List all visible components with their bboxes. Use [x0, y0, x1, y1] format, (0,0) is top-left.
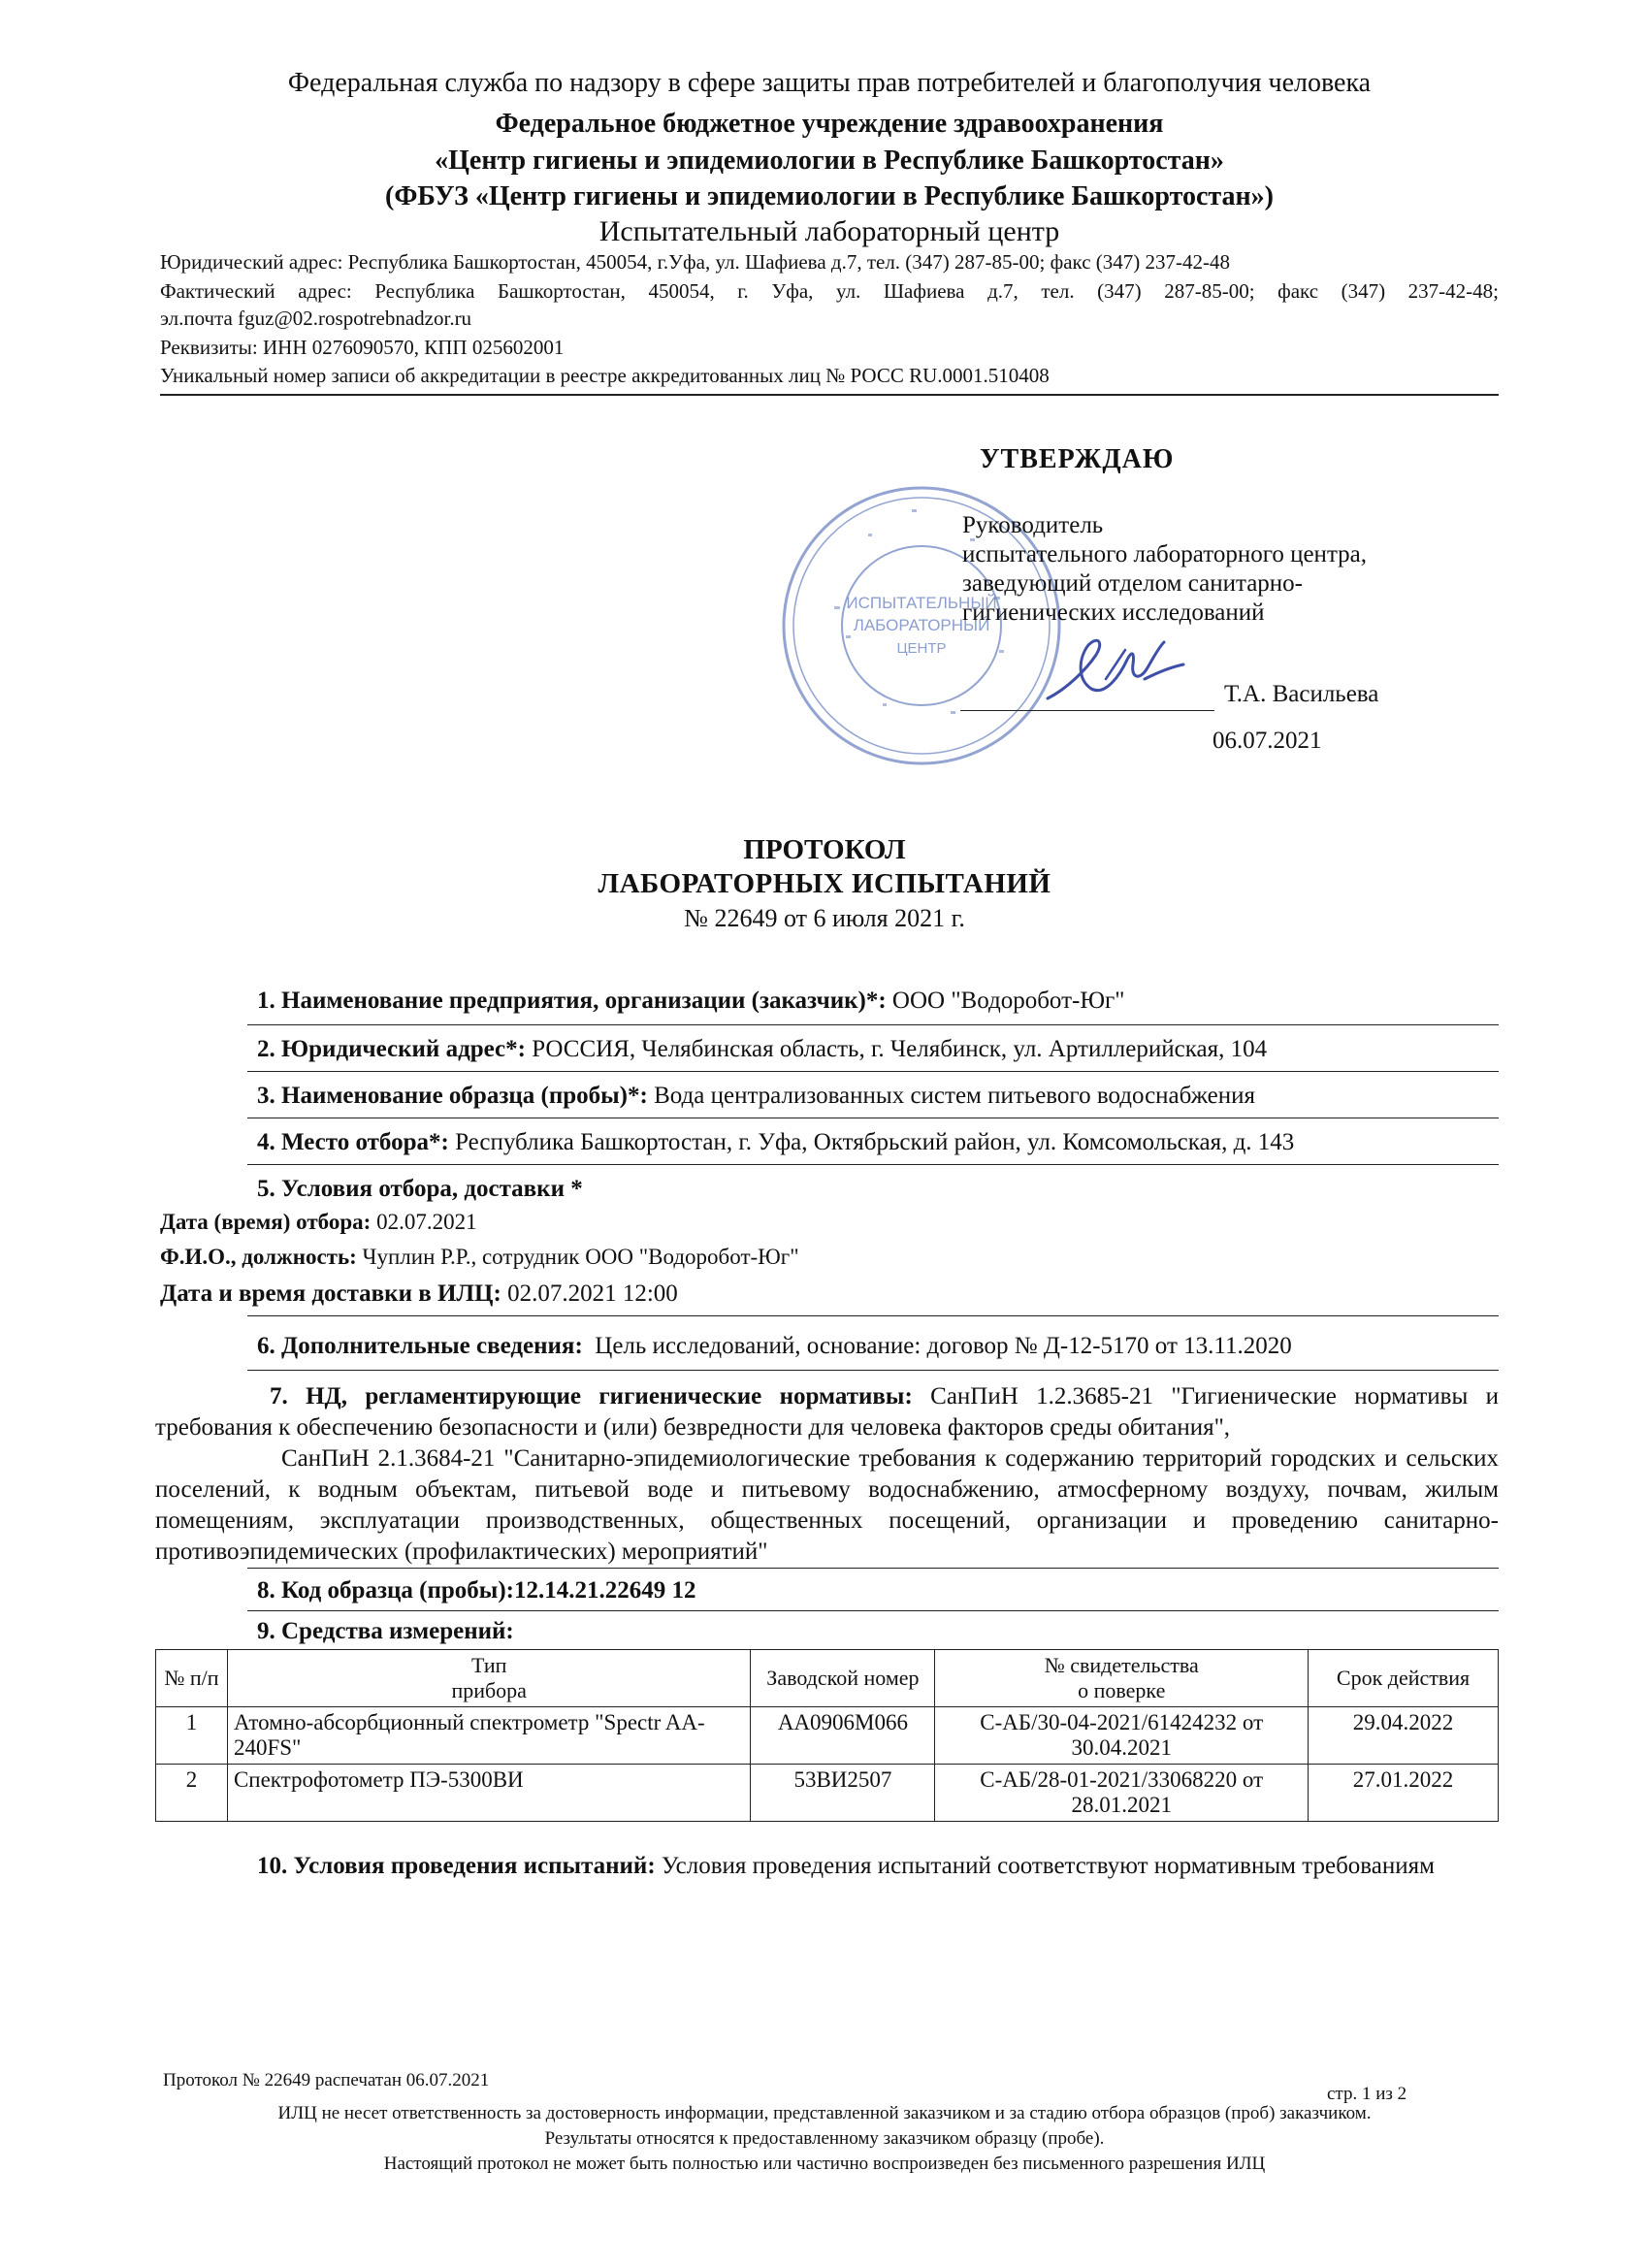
- requisites: Реквизиты: ИНН 0276090570, КПП 025602001: [160, 336, 565, 359]
- section-1: [257, 988, 1125, 1015]
- protocol-title: ПРОТОКОЛ: [743, 834, 906, 865]
- row-validity: 27.01.2022: [1309, 1765, 1499, 1822]
- approver-position-2: испытательного лабораторного центра,: [962, 541, 1368, 567]
- section-9: [257, 1618, 514, 1645]
- approver-name: Т.А. Васильева: [1224, 681, 1379, 707]
- section-2-label: 2. Юридический адрес*:: [257, 1036, 526, 1062]
- section-3: [257, 1083, 1255, 1110]
- handwritten-signature: [1038, 621, 1232, 718]
- signature-line: [960, 710, 1214, 711]
- approval-date: 06.07.2021: [1212, 728, 1322, 754]
- header-type-line1: Тип: [470, 1653, 507, 1677]
- table-header-row: [156, 1650, 1499, 1707]
- stamp-text-2: ЛАБОРАТОРНЫЙ: [853, 616, 990, 634]
- section-8-rule: [247, 1610, 1499, 1611]
- table-row: [156, 1765, 1499, 1822]
- approver-position-1: Руководитель: [962, 512, 1104, 538]
- section-10: [257, 1853, 1435, 1880]
- header-type: [227, 1650, 751, 1707]
- section-7: [155, 1381, 1499, 1568]
- section-3-value: Вода централизованных систем питьевого водоснабжения: [654, 1083, 1256, 1109]
- legal-address: Юридический адрес: Республика Башкортостан, 450054, г.Уфа, ул. Шафиева д.7, тел. (347) 287-85-00; факс (347) 237-42-48: [160, 250, 1231, 274]
- sampler-person-label: Ф.И.О., должность:: [160, 1245, 357, 1269]
- section-7-text-1: СанПиН 1.2.3685-21 "Гигиенические нормативы и требования к обеспечению безопасности и (или) безвредности для человека факторов среды обитания",: [155, 1383, 1499, 1441]
- header-serial: Заводской номер: [751, 1650, 935, 1707]
- section-7-label: 7. НД, регламентирующие гигиенические нормативы:: [270, 1383, 913, 1409]
- sampling-date-label: Дата (время) отбора:: [160, 1210, 372, 1234]
- section-10-label: 10. Условия проведения испытаний:: [257, 1853, 656, 1879]
- table-row: [156, 1707, 1499, 1765]
- stamp-text-1: ИСПЫТАТЕЛЬНЫЙ: [846, 594, 997, 612]
- sampler-person-value: Чуплин Р.Р., сотрудник ООО "Водоробот-Юг": [362, 1245, 799, 1269]
- footer-page-number: стр. 1 из 2: [1327, 2084, 1407, 2104]
- row-cert: С-АБ/28-01-2021/33068220 от 28.01.2021: [935, 1765, 1309, 1822]
- actual-address: Фактический адрес: Республика Башкортостан, 450054, г. Уфа, ул. Шафиева д.7, тел. (347) 287-85-00; факс (347) 237-42-48;: [160, 279, 1499, 303]
- sampling-date-value: 02.07.2021: [376, 1210, 477, 1234]
- protocol-subtitle: ЛАБОРАТОРНЫХ ИСПЫТАНИЙ: [598, 868, 1051, 899]
- section-6-label: 6. Дополнительные сведения:: [257, 1333, 583, 1359]
- footer-disclaimer-2: Результаты относятся к предоставленному заказчиком образцу (пробе).: [544, 2128, 1105, 2149]
- approver-position-3: заведующий отделом санитарно-: [962, 570, 1303, 597]
- header-cert-line2: о поверке: [1078, 1678, 1166, 1702]
- section-8: [257, 1577, 695, 1604]
- email: эл.почта fguz@02.rospotrebnadzor.ru: [160, 307, 472, 330]
- section-5-rule: [247, 1315, 1499, 1316]
- header-lab-center: Испытательный лабораторный центр: [598, 215, 1060, 247]
- section-5-label-text: 5. Условия отбора, доставки *: [257, 1176, 583, 1202]
- approver-position-4: гигиенических исследований: [962, 599, 1265, 626]
- section-1-value: ООО "Водоробот-Юг": [891, 988, 1125, 1014]
- row-num: 1: [156, 1707, 228, 1765]
- header-institution-name: «Центр гигиены и эпидемиологии в Республике Башкортостан»: [435, 146, 1224, 176]
- protocol-number: № 22649 от 6 июля 2021 г.: [684, 904, 965, 932]
- header-cert-line1: № свидетельства: [1044, 1653, 1199, 1677]
- stamp-text-3: ЦЕНТР: [896, 640, 947, 657]
- row-type: Атомно-абсорбционный спектрометр "Spectr AA-240FS": [227, 1707, 751, 1765]
- section-6-value: Цель исследований, основание: договор № Д-12-5170 от 13.11.2020: [595, 1333, 1292, 1359]
- section-8-value: 12.14.21.22649 12: [513, 1577, 696, 1604]
- section-4-rule: [247, 1164, 1499, 1165]
- approve-title: УТВЕРЖДАЮ: [980, 444, 1175, 474]
- header-divider: [160, 394, 1499, 396]
- section-7-rule: [247, 1568, 1499, 1569]
- section-1-rule: [247, 1024, 1499, 1025]
- section-5-label: [257, 1176, 583, 1203]
- row-validity: 29.04.2022: [1309, 1707, 1499, 1765]
- section-2: [257, 1036, 1267, 1063]
- header-institution-type: Федеральное бюджетное учреждение здравоохранения: [495, 109, 1164, 139]
- section-2-rule: [247, 1071, 1499, 1072]
- delivery-datetime-value: 02.07.2021 12:00: [507, 1280, 678, 1307]
- row-serial: AA0906M066: [751, 1707, 935, 1765]
- delivery-datetime-label: Дата и время доставки в ИЛЦ:: [160, 1280, 501, 1307]
- section-1-label: 1. Наименование предприятия, организации (заказчик)*:: [257, 988, 887, 1014]
- section-6-rule: [247, 1370, 1499, 1371]
- header-cert: [935, 1650, 1309, 1707]
- header-agency: Федеральная служба по надзору в сфере защиты прав потребителей и благополучия человека: [287, 68, 1372, 98]
- section-6: [257, 1333, 1292, 1360]
- footer-disclaimer-3: Настоящий протокол не может быть полностью или частично воспроизведен без письменного разрешения ИЛЦ: [383, 2154, 1266, 2174]
- section-8-label: 8. Код образца (пробы):: [257, 1577, 514, 1604]
- sampler-person: [160, 1245, 799, 1270]
- section-4: [257, 1129, 1294, 1156]
- section-4-value: Республика Башкортостан, г. Уфа, Октябрьский район, ул. Комсомольская, д. 143: [455, 1129, 1295, 1155]
- section-7-text-2: СанПиН 2.1.3684-21 "Санитарно-эпидемиологические требования к содержанию территорий городских и сельских поселений, к водным объектам, питьевой воде и питьевому водоснабжению, атмосферному воздуху, почвам, жилым помещениям, эксплуатации производственных, общественных посещений, организации и проведению санитарно-противоэпидемических (профилактических) мероприятий": [155, 1445, 1499, 1565]
- header-validity: Срок действия: [1309, 1650, 1499, 1707]
- footer-printed: Протокол № 22649 распечатан 06.07.2021: [163, 2070, 490, 2090]
- section-2-value: РОССИЯ, Челябинская область, г. Челябинск, ул. Артиллерийская, 104: [532, 1036, 1268, 1062]
- row-cert: С-АБ/30-04-2021/61424232 от 30.04.2021: [935, 1707, 1309, 1765]
- section-3-label: 3. Наименование образца (пробы)*:: [257, 1083, 648, 1109]
- row-type: Спектрофотометр ПЭ-5300ВИ: [227, 1765, 751, 1822]
- section-4-label: 4. Место отбора*:: [257, 1129, 449, 1155]
- row-num: 2: [156, 1765, 228, 1822]
- delivery-datetime: [160, 1280, 678, 1308]
- instruments-table: [155, 1649, 1499, 1822]
- sampling-date: [160, 1210, 477, 1235]
- accreditation-number: Уникальный номер записи об аккредитации в реестре аккредитованных лиц № РОСС RU.0001.510408: [160, 364, 1050, 387]
- footer-disclaimer-1: ИЛЦ не несет ответственность за достоверность информации, представленной заказчиком и за стадию отбора образцов (проб) заказчиком.: [277, 2103, 1372, 2123]
- section-10-value: Условия проведения испытаний соответствуют нормативным требованиям: [661, 1853, 1435, 1879]
- header-type-line2: прибора: [451, 1678, 527, 1702]
- header-num: № п/п: [156, 1650, 228, 1707]
- section-9-label: 9. Средства измерений:: [257, 1618, 514, 1644]
- row-serial: 53ВИ2507: [751, 1765, 935, 1822]
- header-institution-abbr: (ФБУЗ «Центр гигиены и эпидемиологии в Республике Башкортостан»): [385, 181, 1274, 211]
